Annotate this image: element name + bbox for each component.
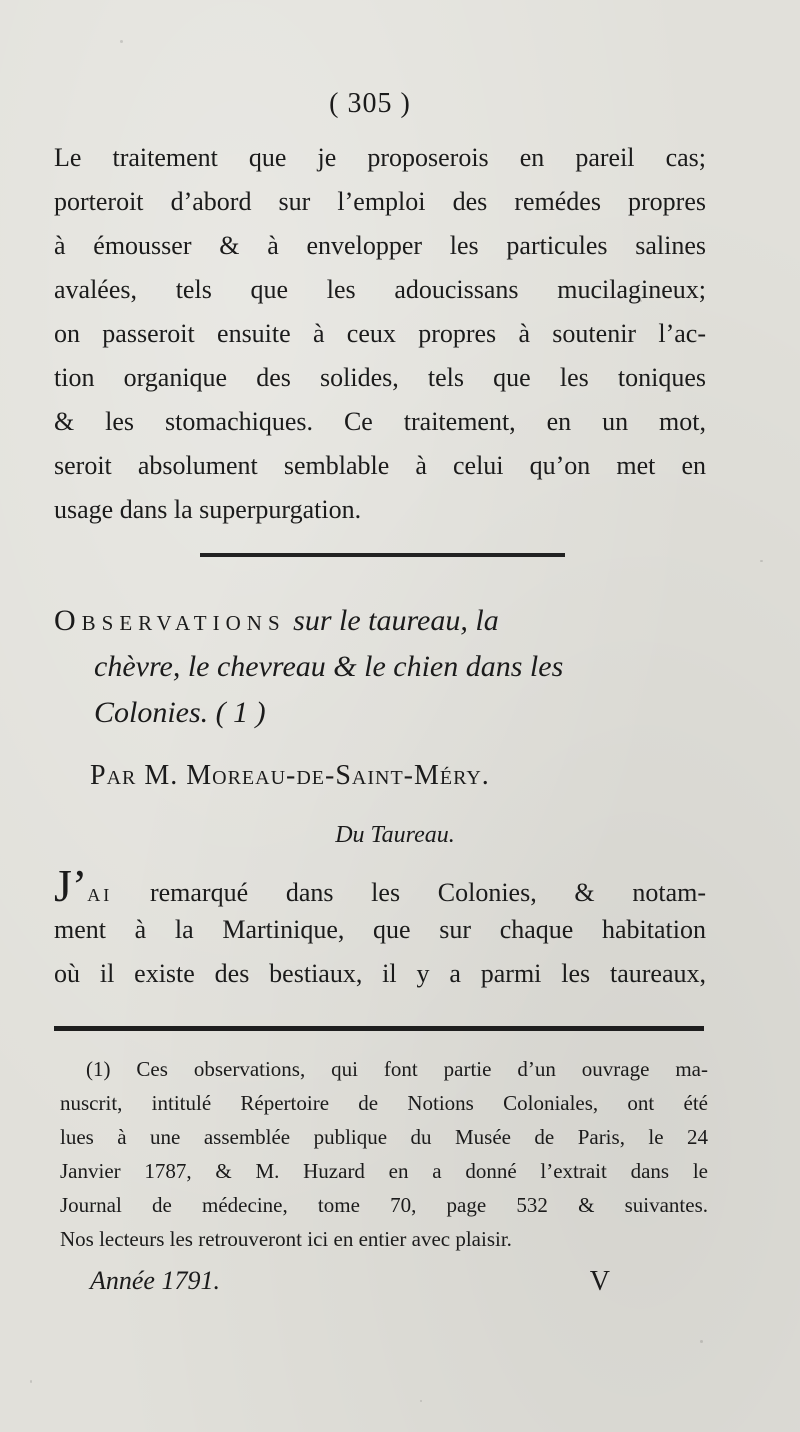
paper-speck bbox=[120, 40, 123, 43]
section-subheading: Du Taureau. bbox=[335, 822, 455, 848]
footnote-divider bbox=[54, 1026, 704, 1031]
text-line: usage dans la superpurgation. bbox=[54, 495, 362, 524]
text-line: porteroit d’abord sur l’emploi des remédes propres bbox=[54, 187, 706, 216]
paper-speck bbox=[700, 1340, 703, 1343]
paragraph-taureau bbox=[54, 860, 706, 996]
signature-mark: V bbox=[589, 1266, 610, 1297]
article-author: Par M. Moreau-de-Saint-Méry. bbox=[90, 760, 490, 791]
text-line: à émousser & à envelopper les particules salines bbox=[54, 231, 706, 260]
drop-cap: J’ bbox=[54, 860, 88, 911]
paper-speck bbox=[760, 560, 763, 562]
title-line bbox=[54, 598, 710, 644]
title-caps: Observations bbox=[54, 604, 286, 637]
footnote-line: Janvier 1787, & M. Huzard en a donné l’extrait dans le bbox=[60, 1159, 708, 1183]
page-number: ( 305 ) bbox=[329, 88, 411, 119]
text-line: tion organique des solides, tels que les toniques bbox=[54, 363, 706, 392]
footer-year: Année 1791. bbox=[90, 1266, 220, 1295]
footnote-line: lues à une assemblée publique du Musée de Paris, le 24 bbox=[60, 1125, 708, 1149]
title-rest: sur le taureau, la bbox=[293, 604, 499, 637]
text-line: ment à la Martinique, que sur chaque habitation bbox=[54, 915, 706, 944]
paper-speck bbox=[30, 1380, 32, 1383]
article-title bbox=[54, 598, 710, 736]
text-line: on passeroit ensuite à ceux propres à soutenir l’ac- bbox=[54, 319, 706, 348]
title-line: chèvre, le chevreau & le chien dans les bbox=[94, 650, 564, 683]
text-line: avalées, tels que les adoucissans mucilagineux; bbox=[54, 275, 706, 304]
section-divider bbox=[200, 553, 565, 557]
footnote bbox=[60, 1052, 708, 1256]
footnote-line: Journal de médecine, tome 70, page 532 & suivantes. bbox=[60, 1193, 708, 1217]
text-line: où il existe des bestiaux, il y a parmi les taureaux, bbox=[54, 959, 706, 988]
text-line bbox=[54, 860, 706, 911]
paragraph-treatment bbox=[54, 136, 706, 532]
text-line: Le traitement que je proposerois en pareil cas; bbox=[54, 143, 706, 172]
title-line: Colonies. ( 1 ) bbox=[94, 696, 266, 729]
page-footer bbox=[90, 1266, 610, 1298]
footnote-line: Nos lecteurs les retrouveront ici en entier avec plaisir. bbox=[60, 1227, 512, 1251]
first-line-rest: remarqué dans les Colonies, & notam- bbox=[149, 878, 706, 907]
text-line: seroit absolument semblable à celui qu’on met en bbox=[54, 451, 706, 480]
first-word-caps: ai bbox=[87, 878, 113, 907]
footnote-line: (1) Ces observations, qui font partie d’un ouvrage ma- bbox=[86, 1057, 708, 1081]
footnote-line: nuscrit, intitulé Répertoire de Notions Coloniales, ont été bbox=[60, 1091, 708, 1115]
text-line: & les stomachiques. Ce traitement, en un mot, bbox=[54, 407, 706, 436]
paper-speck bbox=[420, 1400, 422, 1402]
